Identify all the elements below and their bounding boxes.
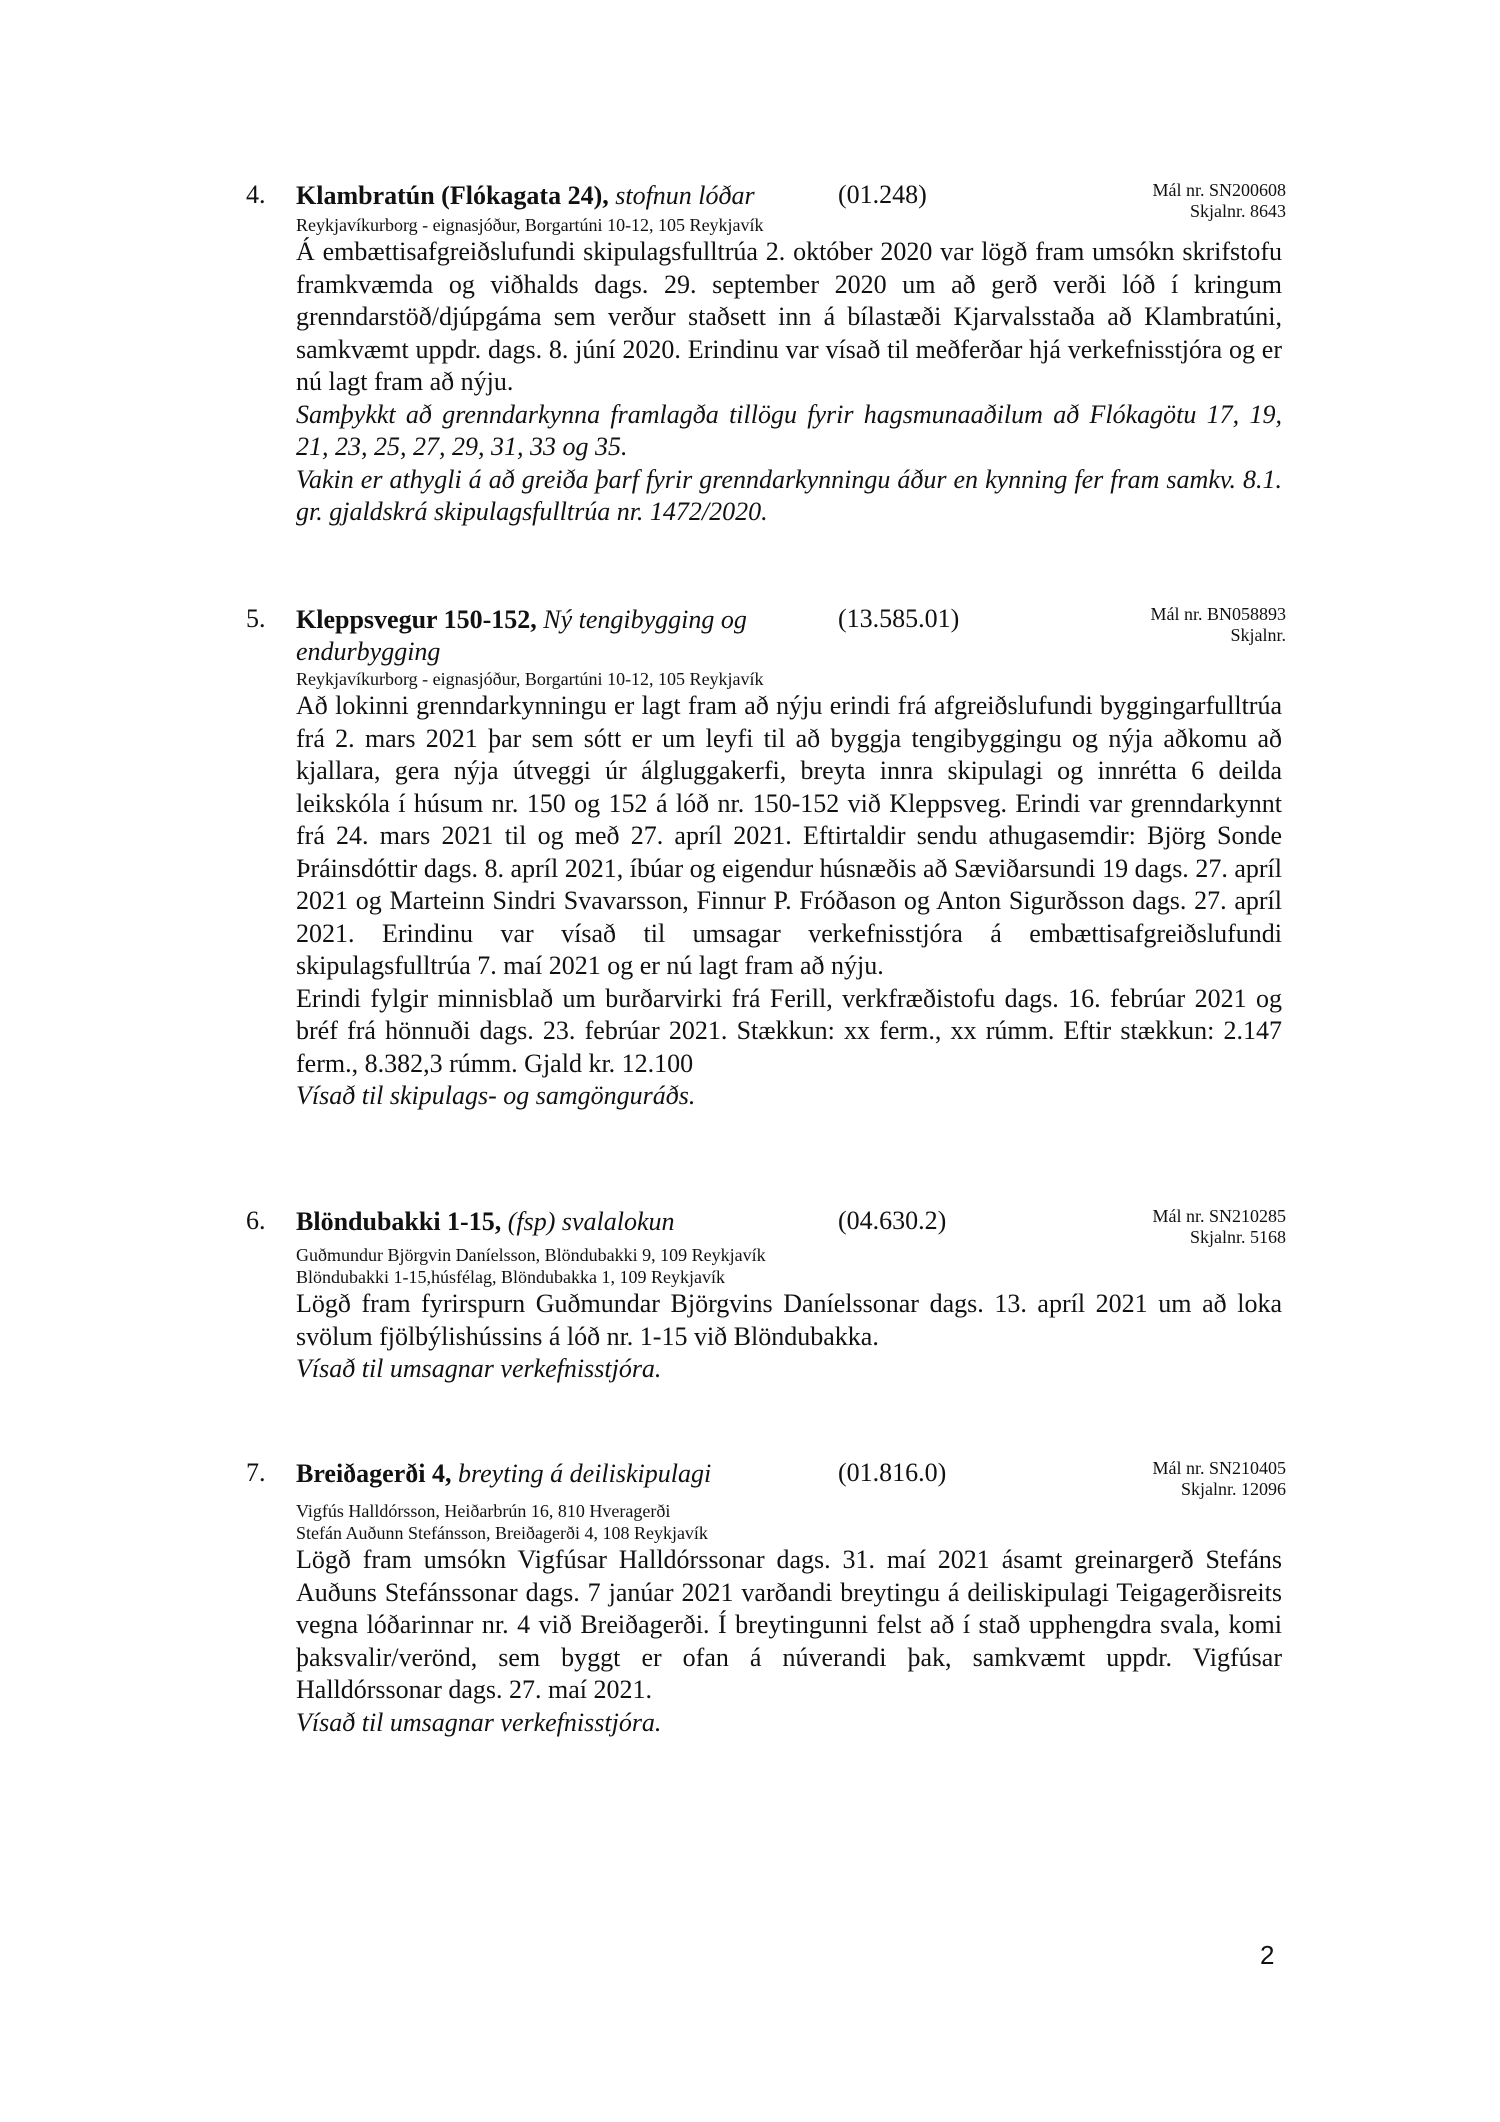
skjal-number: Skjalnr. 8643 [1189,201,1286,221]
item-body [296,690,1282,1113]
item-body [296,1288,1282,1386]
agenda-item-5 [246,604,1286,1113]
item-code: (13.585.01) [838,604,960,633]
item-reference [1152,180,1286,222]
item-reference [1152,1458,1286,1500]
applicant-line: Reykjavíkurborg - eignasjóður, Borgartúni 10-12, 105 Reykjavík [296,669,764,689]
item-header [246,1206,1286,1247]
item-header [246,604,1286,668]
item-reference [1152,1206,1286,1248]
item-title-address: Klambratún (Flókagata 24), [296,181,609,210]
item-paragraph: Á embættisafgreiðslufundi skipulagsfulltrúa 2. október 2020 var lögð fram umsókn skrifstofu framkvæmda og viðhalds dags. 29. september 2020 um að gerð verði lóð í kringum grenndarstöð/djúpgáma sem verður staðsett inn á bílastæði Kjarvalsstaða að Klambratúni, samkvæmt uppdr. dags. 8. júní 2020. Erindinu var vísað til meðferðar hjá verkefnisstjóra og er nú lagt fram að nýju. [296,237,1282,396]
item-title [296,1458,816,1490]
item-body [296,1544,1282,1739]
item-title [296,604,816,668]
applicant-line: Stefán Auðunn Stefánsson, Breiðagerði 4, 108 Reykjavík [296,1523,708,1543]
item-title [296,180,816,212]
item-code: (01.816.0) [838,1458,947,1487]
item-applicants [296,214,1286,236]
item-conclusion: Vakin er athygli á að greiða þarf fyrir grenndarkynningu áður en kynning fer fram samkv. 8.1. gr. gjaldskrá skipulagsfulltrúa nr. 1472/2020. [296,464,1282,526]
item-number: 5. [246,604,266,633]
item-title [296,1206,816,1238]
item-applicants [296,1244,1286,1288]
item-title-address: Blöndubakki 1-15, [296,1207,502,1236]
skjal-number: Skjalnr. 5168 [1189,1227,1286,1247]
item-paragraph: Lögð fram fyrirspurn Guðmundar Björgvins Daníelssonar dags. 13. apríl 2021 um að loka svölum fjölbýlishússins á lóð nr. 1-15 við Blöndubakka. [296,1289,1282,1351]
item-title-address: Kleppsvegur 150-152, [296,605,537,634]
agenda-item-4 [246,180,1286,529]
item-conclusion: Vísað til skipulags- og samgönguráðs. [296,1081,696,1110]
item-title-subject: breyting á deiliskipulagi [457,1459,712,1488]
item-body [296,236,1282,529]
item-code: (01.248) [838,180,927,209]
item-number: 7. [246,1458,266,1487]
agenda-item-7 [246,1458,1286,1739]
item-title-subject: Ný tengibygging og endurbygging [296,605,747,666]
item-applicants [296,668,1286,690]
item-applicants [296,1500,1286,1544]
item-conclusion: Vísað til umsagnar verkefnisstjóra. [296,1354,662,1383]
item-paragraph: Erindi fylgir minnisblað um burðarvirki frá Ferill, verkfræðistofu dags. 16. febrúar 2021 og bréf frá hönnuði dags. 23. febrúar 2021. Stækkun: xx ferm., xx rúmm. Eftir stækkun: 2.147 ferm., 8.382,3 rúmm. Gjald kr. 12.100 [296,983,1282,1078]
mal-number: Mál nr. SN210285 [1152,1206,1286,1226]
item-header [246,1458,1286,1499]
item-conclusion: Samþykkt að grenndarkynna framlagða tillögu fyrir hagsmunaaðilum að Flókagötu 17, 19, 21, 23, 25, 27, 29, 31, 33 og 35. [296,399,1282,461]
mal-number: Mál nr. BN058893 [1150,604,1286,624]
applicant-line: Blöndubakki 1-15,húsfélag, Blöndubakka 1, 109 Reykjavík [296,1267,725,1287]
skjal-number: Skjalnr. [1230,625,1286,645]
item-conclusion: Vísað til umsagnar verkefnisstjóra. [296,1707,662,1737]
applicant-line: Guðmundur Björgvin Daníelsson, Blöndubakki 9, 109 Reykjavík [296,1245,766,1265]
applicant-line: Reykjavíkurborg - eignasjóður, Borgartúni 10-12, 105 Reykjavík [296,215,764,235]
applicant-line: Vigfús Halldórsson, Heiðarbrún 16, 810 Hveragerði [296,1501,671,1521]
item-paragraph: Að lokinni grenndarkynningu er lagt fram að nýju erindi frá afgreiðslufundi byggingarfulltrúa frá 2. mars 2021 þar sem sótt er um leyfi til að byggja tengibyggingu og nýja aðkomu að kjallara, gera nýja útveggi úr álgluggakerfi, breyta innra skipulagi og innrétta 6 deilda leikskóla í húsum nr. 150 og 152 á lóð nr. 150-152 við Kleppsveg. Erindi var grenndarkynnt frá 24. mars 2021 til og með 27. apríl 2021. Eftirtaldir sendu athugasemdir: Björg Sonde Þráinsdóttir dags. 8. apríl 2021, íbúar og eigendur húsnæðis að Sæviðarsundi 19 dags. 27. apríl 2021 og Marteinn Sindri Svavarsson, Finnur P. Fróðason og Anton Sigurðsson dags. 27. apríl 2021. Erindinu var vísað til umsagar verkefnisstjóra á embættisafgreiðslufundi skipulagsfulltrúa 7. maí 2021 og er nú lagt fram að nýju. [296,691,1282,980]
item-number: 4. [246,180,266,209]
skjal-number: Skjalnr. 12096 [1180,1479,1286,1499]
item-code: (04.630.2) [838,1206,947,1235]
item-title-subject: (fsp) svalalokun [507,1207,675,1236]
item-header [246,180,1286,221]
item-title-subject: stofnun lóðar [615,181,755,210]
item-number: 6. [246,1206,266,1235]
agenda-item-6 [246,1206,1286,1386]
item-reference [1150,604,1286,646]
mal-number: Mál nr. SN200608 [1152,180,1286,200]
page-number: 2 [1260,1940,1275,1970]
item-paragraph: Lögð fram umsókn Vigfúsar Halldórssonar dags. 31. maí 2021 ásamt greinargerð Stefáns Auðuns Stefánssonar dags. 7 janúar 2021 varðandi breytingu á deiliskipulagi Teigagerðisreits vegna lóðarinnar nr. 4 við Breiðagerði. Í breytingunni felst að í stað upphengdra svala, komi þaksvalir/verönd, sem byggt er ofan á núverandi þak, samkvæmt uppdr. Vigfúsar Halldórssonar dags. 27. maí 2021. [296,1545,1282,1704]
item-title-address: Breiðagerði 4, [296,1459,452,1488]
mal-number: Mál nr. SN210405 [1152,1458,1286,1478]
